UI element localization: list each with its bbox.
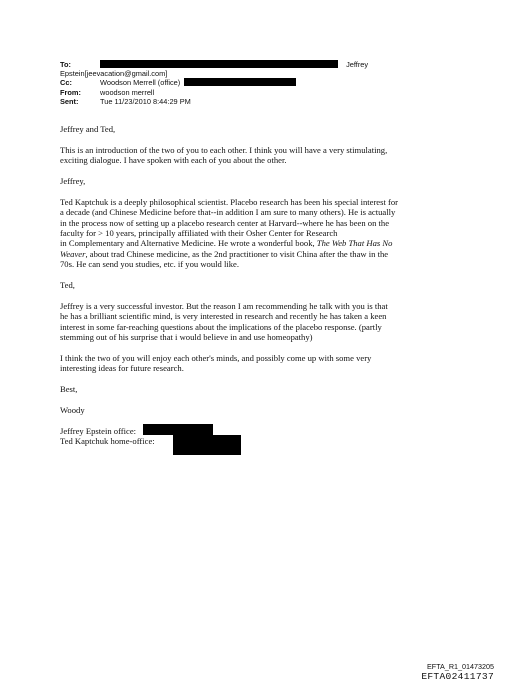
email-header bbox=[60, 60, 460, 106]
redaction-box bbox=[173, 435, 241, 455]
document-footer bbox=[421, 662, 494, 682]
intro-paragraph: This is an introduction of the two of you to each other. I think you will have a very stimulating, exciting dialogue. I have spoken with each of you about the other. bbox=[60, 144, 388, 166]
bates-id-small: EFTA_R1_01473205 bbox=[427, 662, 494, 671]
salutation-ted: Ted, bbox=[60, 280, 75, 291]
bates-id-large: EFTA02411737 bbox=[421, 671, 494, 682]
to-row-continued bbox=[60, 69, 460, 78]
from-label: From: bbox=[60, 87, 81, 97]
contact-lines bbox=[60, 426, 455, 447]
from-row bbox=[60, 88, 460, 97]
greeting: Jeffrey and Ted, bbox=[60, 124, 116, 134]
closing-paragraph: I think the two of you will enjoy each other's minds, and possibly come up with some very interesting ideas for future research. bbox=[60, 352, 372, 374]
ted-paragraph: Ted Kaptchuk is a deeply philosophical scientist. Placebo research has been his special interest for a decade (and Chinese Medicine before that--in addition I am sure to many others). He is actually in the process now of setting up a placebo research center at Harvard--where he has been on the faculty for > 10 years, principally affiliated with their Osher Center for Research in Complementary and Alternative Medicine. He wrote a wonderful book, The Web That Has No Weaver, about trad Chinese medicine, as the 2nd practitioner to visit China after the thaw in the 70s. He can send you studies, etc. if you would like. bbox=[60, 196, 399, 270]
sent-row bbox=[60, 97, 460, 106]
sender-name: Woody bbox=[60, 404, 85, 415]
sent-value: Tue 11/23/2010 8:44:29 PM bbox=[100, 96, 191, 106]
to-value-tail: Jeffrey bbox=[346, 60, 369, 69]
email-body bbox=[60, 124, 455, 446]
cc-row bbox=[60, 78, 460, 87]
redaction-box bbox=[100, 60, 338, 68]
cc-label: Cc: bbox=[60, 78, 72, 88]
sent-label: Sent: bbox=[60, 96, 79, 106]
jeffrey-paragraph: Jeffrey is a very successful investor. But the reason I am recommending he talk with you is that he has a brilliant scientific mind, is very interested in research and recently he has taken a keen interest in some far-reaching questions about the implications of the placebo response. (partly stemming out of his surprise that i would believe in and use homeopathy) bbox=[60, 300, 388, 343]
book-title-continued: Weaver bbox=[60, 248, 86, 259]
cc-value: Woodson Merrell (office) bbox=[100, 78, 181, 88]
book-title: The Web That Has No bbox=[316, 238, 393, 249]
contact-kaptchuk: Ted Kaptchuk home-office: bbox=[60, 436, 455, 446]
redaction-box bbox=[184, 78, 296, 86]
salutation-jeffrey: Jeffrey, bbox=[60, 176, 86, 186]
to-email: Epstein[jeevacation@gmail.com] bbox=[60, 69, 168, 79]
to-row bbox=[60, 60, 460, 69]
from-value: woodson merrell bbox=[100, 87, 155, 97]
signoff: Best, bbox=[60, 384, 78, 395]
to-label: To: bbox=[60, 60, 71, 69]
contact-epstein: Jeffrey Epstein office: bbox=[60, 426, 455, 436]
redaction-box bbox=[143, 424, 213, 435]
